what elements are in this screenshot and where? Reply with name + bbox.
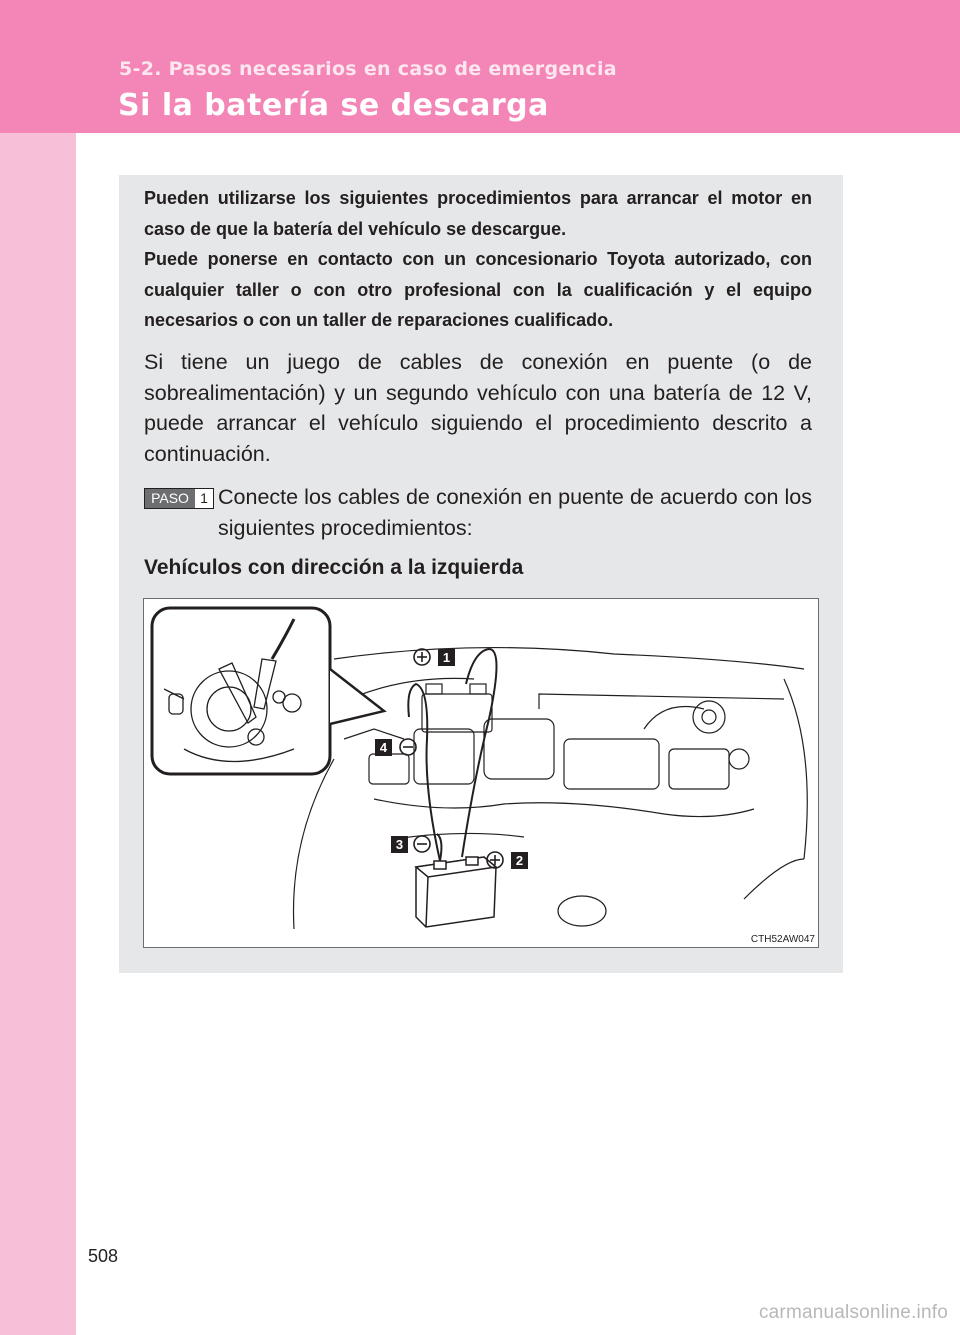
engine-bay-drawing bbox=[144, 599, 818, 947]
step-badge-label: PASO bbox=[145, 489, 195, 508]
step-text: Conecte los cables de conexión en puente de acuerdo con los siguientes procedimientos: bbox=[218, 485, 812, 540]
step-badge bbox=[144, 488, 214, 509]
callout-3-label: 3 bbox=[395, 837, 404, 852]
callout-4 bbox=[375, 739, 392, 756]
subheading-left-hand-drive: Vehículos con dirección a la izquierda bbox=[144, 556, 524, 579]
callout-1 bbox=[438, 649, 455, 666]
watermark: carmanualsonline.info bbox=[758, 1302, 948, 1323]
intro-paragraph-2: Puede ponerse en contacto con un concesionario Toyota autorizado, con cualquier taller o con otro profesional con la cualificación y el equipo necesarios o con un taller de reparaciones cualificado. bbox=[144, 249, 812, 330]
page-number: 508 bbox=[88, 1246, 119, 1266]
left-margin-strip bbox=[0, 0, 76, 1335]
callout-3 bbox=[391, 836, 408, 853]
intro-text bbox=[144, 183, 812, 336]
terminal-detail-inset bbox=[152, 608, 384, 774]
body-paragraph: Si tiene un juego de cables de conexión en puente (o de sobrealimentación) y un segundo vehículo con una batería de 12 V, puede arrancar el vehículo siguiendo el procedimiento descrito a continuación. bbox=[144, 350, 812, 466]
figure-code: CTH52AW047 bbox=[750, 934, 815, 945]
page-header bbox=[0, 0, 960, 133]
section-label: 5-2. Pasos necesarios en caso de emergencia bbox=[119, 58, 617, 80]
step-badge-number: 1 bbox=[200, 490, 208, 506]
intro-paragraph-1: Pueden utilizarse los siguientes procedimientos para arrancar el motor en caso de que la batería del vehículo se descargue. bbox=[144, 188, 812, 239]
jump-start-illustration bbox=[143, 598, 819, 948]
page-title: Si la batería se descarga bbox=[118, 88, 549, 123]
step-1 bbox=[144, 482, 812, 543]
callout-4-label: 4 bbox=[379, 740, 388, 755]
callout-2 bbox=[511, 852, 528, 869]
callout-1-label: 1 bbox=[442, 650, 451, 665]
callout-2-label: 2 bbox=[515, 853, 524, 868]
content-box bbox=[119, 175, 843, 973]
